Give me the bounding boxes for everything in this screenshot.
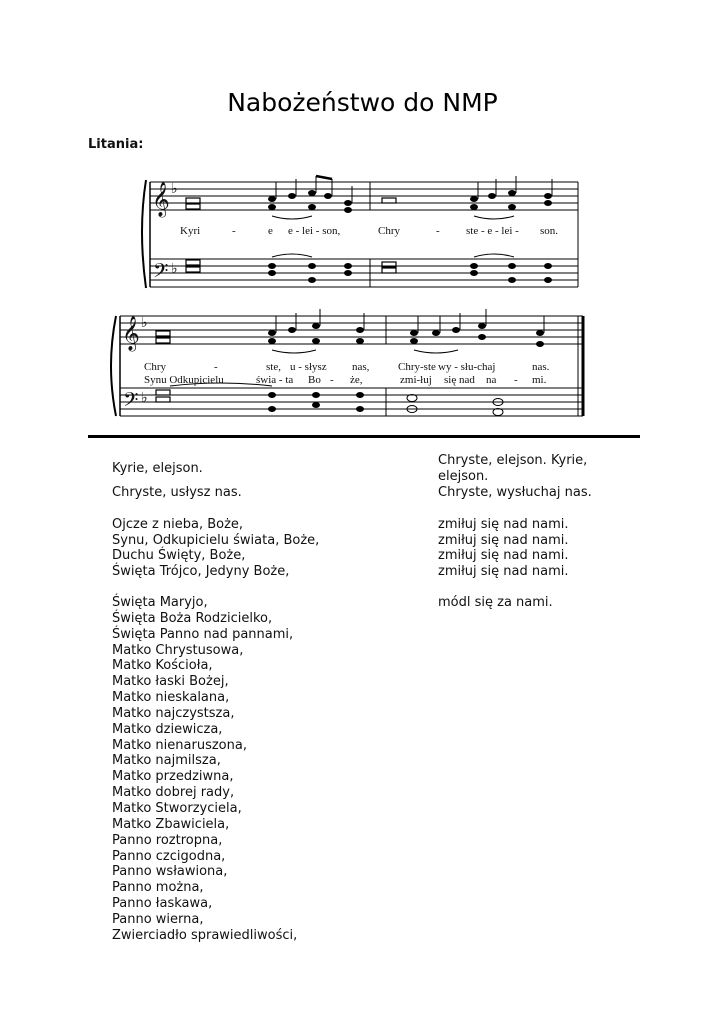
invocation: Święta Trójco, Jedyny Boże, [112,564,290,579]
response: zmiłuj się nad nami. [438,533,569,548]
invocation: Matko najmilsza, [112,753,221,769]
music-score [0,0,725,440]
response: zmiłuj się nad nami. [438,517,569,532]
lyric: wy - słu-chaj [438,361,496,373]
bass-staff-1 [150,259,578,287]
flat-icon: ♭ [141,316,148,331]
brace-icon [142,180,146,288]
lyric: e - lei - son, [288,225,341,237]
lyric: że, [350,374,363,386]
lyric: na [486,374,497,386]
lyric: mi. [532,374,547,386]
invocation: Matko nieskalana, [112,690,230,706]
invocation: Duchu Święty, Boże, [112,548,246,563]
invocation: Ojcze z nieba, Boże, [112,517,244,532]
brace-icon [111,316,116,416]
invocation: Święta Boża Rodzicielko, [112,610,273,626]
invocation: Matko Kościoła, [112,658,213,674]
lyric: ste, [266,361,281,373]
lyric: Synu Odkupicielu [144,374,224,386]
lyric: ste - e - lei - [466,225,519,237]
lyric: Chry [378,225,400,237]
treble-clef-icon: 𝄞 [152,183,170,216]
invocation: Panno roztropna, [112,832,223,848]
lyric: - [330,374,334,386]
divider [88,435,640,438]
section-label: Litania: [88,137,144,152]
flat-icon: ♭ [171,182,178,197]
response: módl się za nami. [438,595,553,610]
lyric: Kyri [180,225,201,237]
invocation: Panno wsławiona, [112,864,228,880]
invocation: Synu, Odkupicielu świata, Boże, [112,533,320,548]
lyric: son. [540,225,559,237]
invocation: Święta Panno nad pannami, [112,626,294,642]
lyric: - [232,225,236,237]
lyric: Chry-ste [398,361,436,373]
invocation: Kyrie, elejson. [112,461,203,476]
lyric: - [214,361,218,373]
invocation: Matko Zbawiciela, [112,816,230,832]
invocation: Panno łaskawa, [112,896,213,912]
invocation: Matko Stworzyciela, [112,800,242,816]
score-system-2 [111,309,583,416]
invocation: Matko nienaruszona, [112,737,247,753]
response: Chryste, wysłuchaj nas. [438,485,592,500]
lyric: - [514,374,518,386]
lyric: zmi-łuj [400,374,432,386]
invocation: Matko dziewicza, [112,721,223,737]
response: Chryste, elejson. Kyrie, elejson. [438,453,588,484]
lyric: świa - ta [256,374,294,386]
treble-staff-2 [120,316,583,344]
notes-system-2 [268,323,544,347]
invocation: Zwierciadło sprawiedliwości, [112,927,298,943]
page-title: Nabożeństwo do NMP [227,88,498,117]
lyric: - [436,225,440,237]
flat-icon: ♭ [141,391,148,406]
lyric: nas. [532,361,550,373]
bass-clef-icon: 𝄢 [123,390,139,416]
invocation: Panno czcigodna, [112,848,226,864]
invocation: Chryste, usłysz nas. [112,485,242,500]
invocation: Panno wierna, [112,911,204,927]
invocation: Panno można, [112,880,204,896]
response: zmiłuj się nad nami. [438,548,569,563]
lyric: u - słysz [290,361,327,373]
response: zmiłuj się nad nami. [438,564,569,579]
lyric: się nad [444,374,475,386]
lyric: Bo [308,374,321,386]
invocation: Matko najczystsza, [112,705,235,721]
invocation: Matko przedziwna, [112,769,234,785]
invocation: Matko łaski Bożej, [112,674,229,690]
lyric: e [268,225,273,237]
invocation: Święta Maryjo, [112,595,208,610]
flat-icon: ♭ [171,262,178,277]
bass-clef-icon: 𝄢 [153,261,169,287]
marian-invocation-list [112,595,297,944]
invocation: Matko dobrej rady, [112,785,235,801]
bass-staff-2 [120,388,583,416]
lyric: Chry [144,361,166,373]
lyric: nas, [352,361,370,373]
treble-clef-icon: 𝄞 [122,317,140,350]
invocation: Matko Chrystusowa, [112,642,244,658]
score-system-1 [142,176,578,288]
